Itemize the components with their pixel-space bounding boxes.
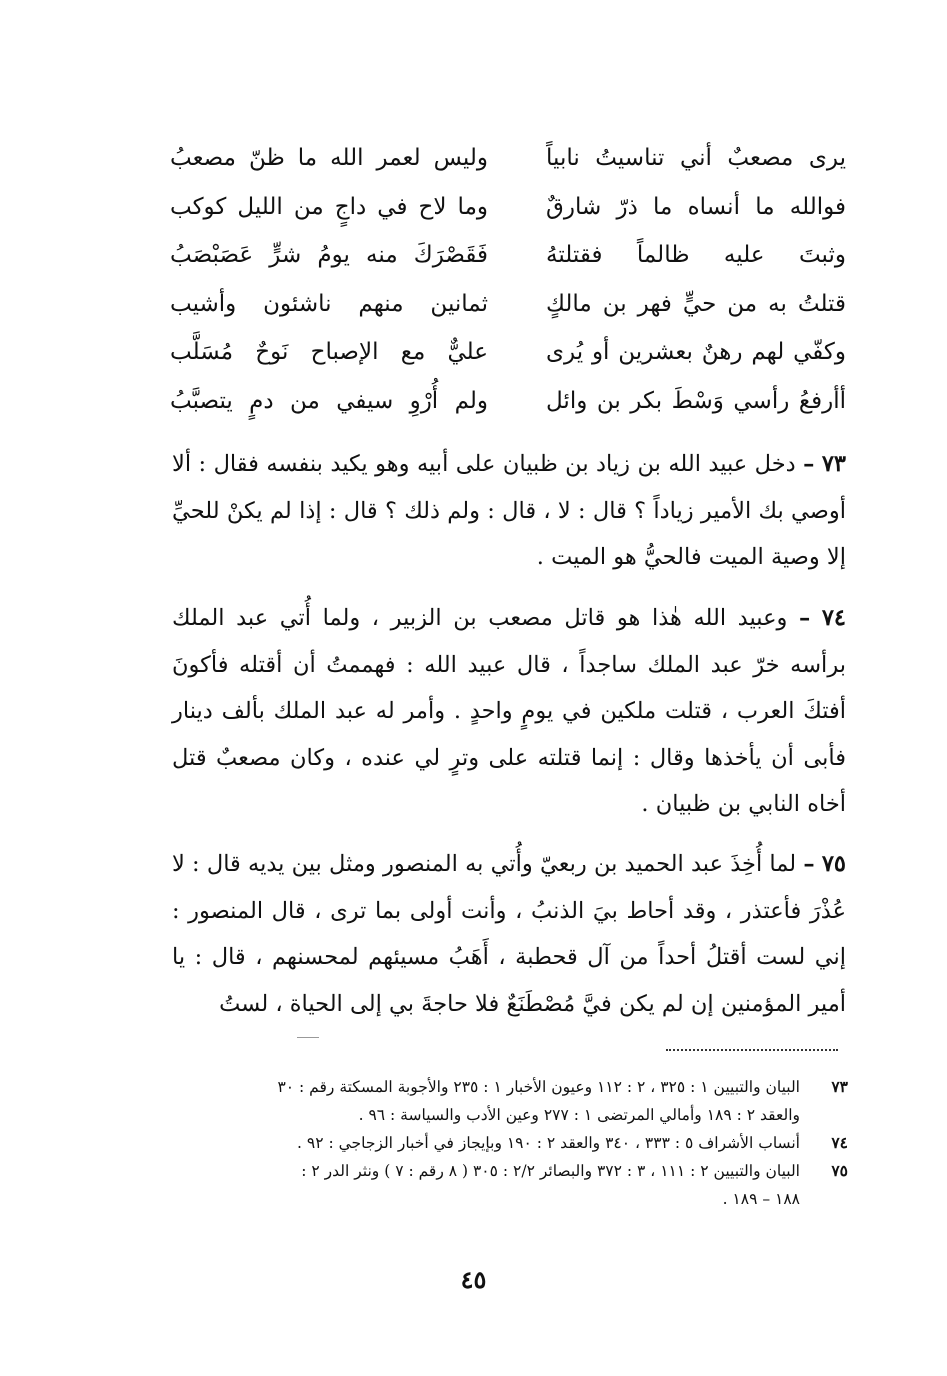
footnote-line: البيان والتبيين ١ : ٣٢٥ ، ٢ : ١١٢ وعيون الأخبار ١ : ٢٣٥ والأجوبة المسكتة رقم : ٣٠: [277, 1078, 800, 1096]
verse-line: [170, 138, 846, 187]
footnote-text: [172, 1073, 800, 1129]
footnote-text: [172, 1129, 800, 1157]
footnote-75: [172, 1157, 848, 1213]
footnote-73: [172, 1073, 848, 1129]
verse-first-hemistich: يرى مصعبٌ أني تناسيتُ نابياً: [546, 145, 846, 171]
verse-first-hemistich: أأرفعُ رأسي وَسْطَ بكر بن وائل: [546, 387, 846, 414]
footnote-number: ٧٤: [831, 1133, 848, 1152]
verse-second-hemistich: عليٌّ مع الإصباح نَوحٌ مُسَلَّب: [170, 339, 488, 365]
paragraph-text: دخل عبيد الله بن زياد بن ظبيان على أبيه وهو يكيد بنفسه فقال : ألا أوصي بك الأمير زياداً ؟ قال : لا ، قال : ولم ذلك ؟ قال : إذا لم يكنْ للحيِّ إلا وصية الميت فالحيُّ هو الميت .: [172, 451, 846, 571]
verse-second-hemistich: وما لاح في داجٍ من الليل كوكب: [170, 193, 488, 220]
paragraph-dash: –: [798, 605, 811, 631]
verse-line: [170, 332, 846, 381]
verse-line: [170, 284, 846, 333]
verse-first-hemistich: فوالله ما أنساه ما ذرّ شارقٌ: [546, 193, 846, 220]
verse-line: [170, 187, 846, 236]
paragraph-dash: –: [803, 451, 815, 477]
footnote-74: [172, 1129, 848, 1157]
verse-second-hemistich: ولم أُرْوِ سيفي من دمٍ يتصبَّبُ: [170, 387, 488, 414]
paragraph-73: [172, 441, 846, 581]
footnote-line: أنساب الأشراف ٥ : ٣٣٣ ، ٣٤٠ والعقد ٢ : ١٩٠ وبإيجاز في أخبار الزجاجي : ٩٢ .: [297, 1134, 800, 1152]
verse-first-hemistich: وثبتَ عليه ظالماً فقتلتهُ: [546, 242, 846, 268]
verse-line: [170, 235, 846, 284]
paragraph-text: لما أُخِذَ عبد الحميد بن ربعيّ وأُتي به المنصور ومثل بين يديه قال : لا عُذْرَ فأعتذر ، وقد أحاط بيَ الذنبُ ، وأنت أولى بما ترى ، قال المنصور : إني لست أقتلُ أحداً من آل قحطبة ، أَهَبُ مسيئهم لمحسنهم ، قال : يا أمير المؤمنين إن لم يكن فيَّ مُصْطَنَعٌ فلا حاجةَ بي إلى الحياة ، لستُ: [172, 851, 846, 1017]
verse-second-hemistich: وليس لعمر الله ما ظنّ مصعبُ: [170, 145, 488, 171]
footnote-line: والعقد ٢ : ١٨٩ وأمالي المرتضى ١ : ٢٧٧ وعين الأدب والسياسة : ٩٦ .: [358, 1106, 800, 1124]
verse-first-hemistich: قتلتُ به من حيٍّ فهر بن مالكٍ: [546, 290, 846, 317]
footnotes: [172, 1073, 848, 1213]
page-number: ٤٥: [460, 1265, 487, 1294]
paragraph-dash: –: [803, 851, 815, 877]
paragraph-75: [172, 841, 846, 1027]
paragraph-number: ٧٤: [821, 605, 847, 631]
paragraph-number: ٧٣: [821, 451, 847, 477]
paragraph-text: وعبيد الله هٰذا هو قاتل مصعب بن الزبير ، ولما أُتي عبد الملك برأسه خرّ عبد الملك ساجداً ، قال عبيد الله : فهممتُ أن أقتله فأكونَ أفتكَ العرب ، قتلت ملكين في يومٍ واحدٍ . وأمر له عبد الملك بألف دينار فأبى أن يأخذها وقال : إنما قتلته على وترٍ لي عنده ، وكان مصعبٌ قتل أخاه النابي بن ظبيان .: [172, 605, 846, 818]
footnote-line: البيان والتبيين ٢ : ١١١ ، ٣ : ٣٧٢ والبصائر ٢/٢ : ٣٠٥ ( ٨ رقم : ٧ ) ونثر الدر ٢ :: [301, 1162, 800, 1180]
verse-first-hemistich: وكفّي لهم رهنٌ بعشرين أو يُرى: [546, 339, 846, 365]
verse-second-hemistich: فَقَصْرَكَ منه يومُ شرٍّ عَصَبْصَبُ: [170, 242, 488, 268]
verse-line: [170, 381, 846, 430]
ink-smudge: [297, 1037, 319, 1038]
poem-verses: [170, 138, 846, 429]
paragraph-74: [172, 595, 846, 828]
footnote-number: ٧٥: [831, 1161, 848, 1180]
paragraph-number: ٧٥: [821, 851, 846, 877]
footnote-number: ٧٣: [831, 1077, 848, 1096]
footnote-separator: [666, 1049, 838, 1051]
verse-second-hemistich: ثمانين منهم ناشئون وأشيب: [170, 290, 488, 317]
footnote-text: [172, 1157, 800, 1213]
footnote-line: ١٨٨ – ١٨٩ .: [722, 1190, 800, 1208]
